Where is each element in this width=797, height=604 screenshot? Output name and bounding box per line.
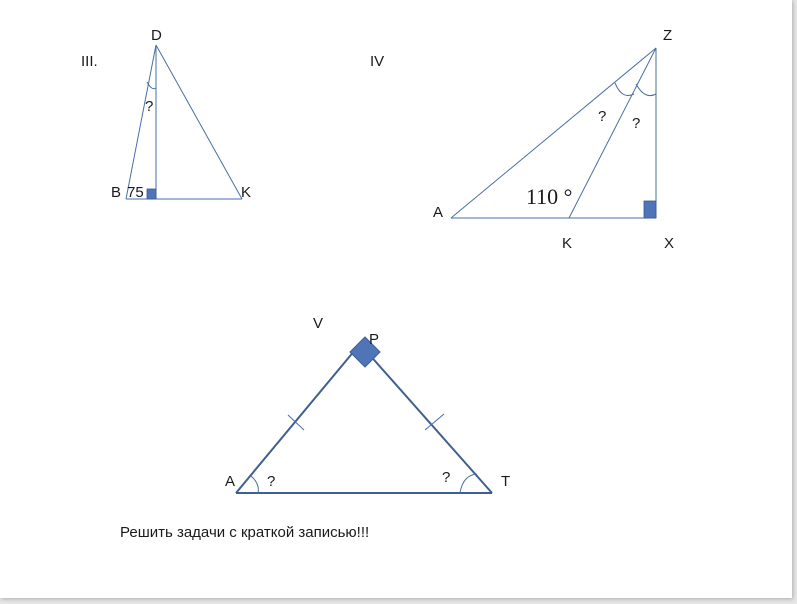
segment-db (126, 45, 156, 199)
segment-pt (360, 344, 492, 493)
vertex-label-k: K (241, 184, 252, 201)
angle-value-b: 75 (127, 184, 144, 201)
vertex-label-d: D (151, 27, 162, 44)
figure-3-triangle (126, 45, 242, 199)
segment-ap (236, 344, 360, 493)
vertex-label-x: X (664, 235, 675, 252)
angle-arc-z-1 (615, 83, 634, 96)
angle-unknown-2: ? (632, 115, 641, 132)
right-angle-marker-3 (147, 189, 156, 199)
angle-arc-a (251, 476, 258, 493)
vertex-label-b: B (111, 184, 122, 201)
angle-arc-z-2 (636, 84, 656, 96)
segment-dk (156, 45, 242, 199)
vertex-label-t: T (501, 473, 511, 490)
right-angle-marker-4 (644, 201, 656, 218)
angle-value-k: 110 ° (526, 184, 573, 209)
vertex-label-z: Z (663, 27, 673, 44)
angle-unknown-a: ? (267, 473, 276, 490)
vertex-label-k: K (562, 235, 573, 252)
vertex-label-a: A (225, 473, 236, 490)
angle-unknown-1: ? (598, 108, 607, 125)
angle-unknown-t: ? (442, 469, 451, 486)
figure-5-number: V (313, 315, 324, 332)
vertex-label-a: A (433, 204, 444, 221)
segment-zk (569, 48, 656, 218)
figure-3-number: III. (81, 53, 98, 70)
angle-arc-t (460, 474, 477, 493)
vertex-label-p: P (369, 331, 380, 348)
angle-unknown-d: ? (145, 98, 154, 115)
figure-4-number: IV (370, 53, 385, 70)
task-text: Решить задачи с краткой записью!!! (120, 524, 370, 541)
